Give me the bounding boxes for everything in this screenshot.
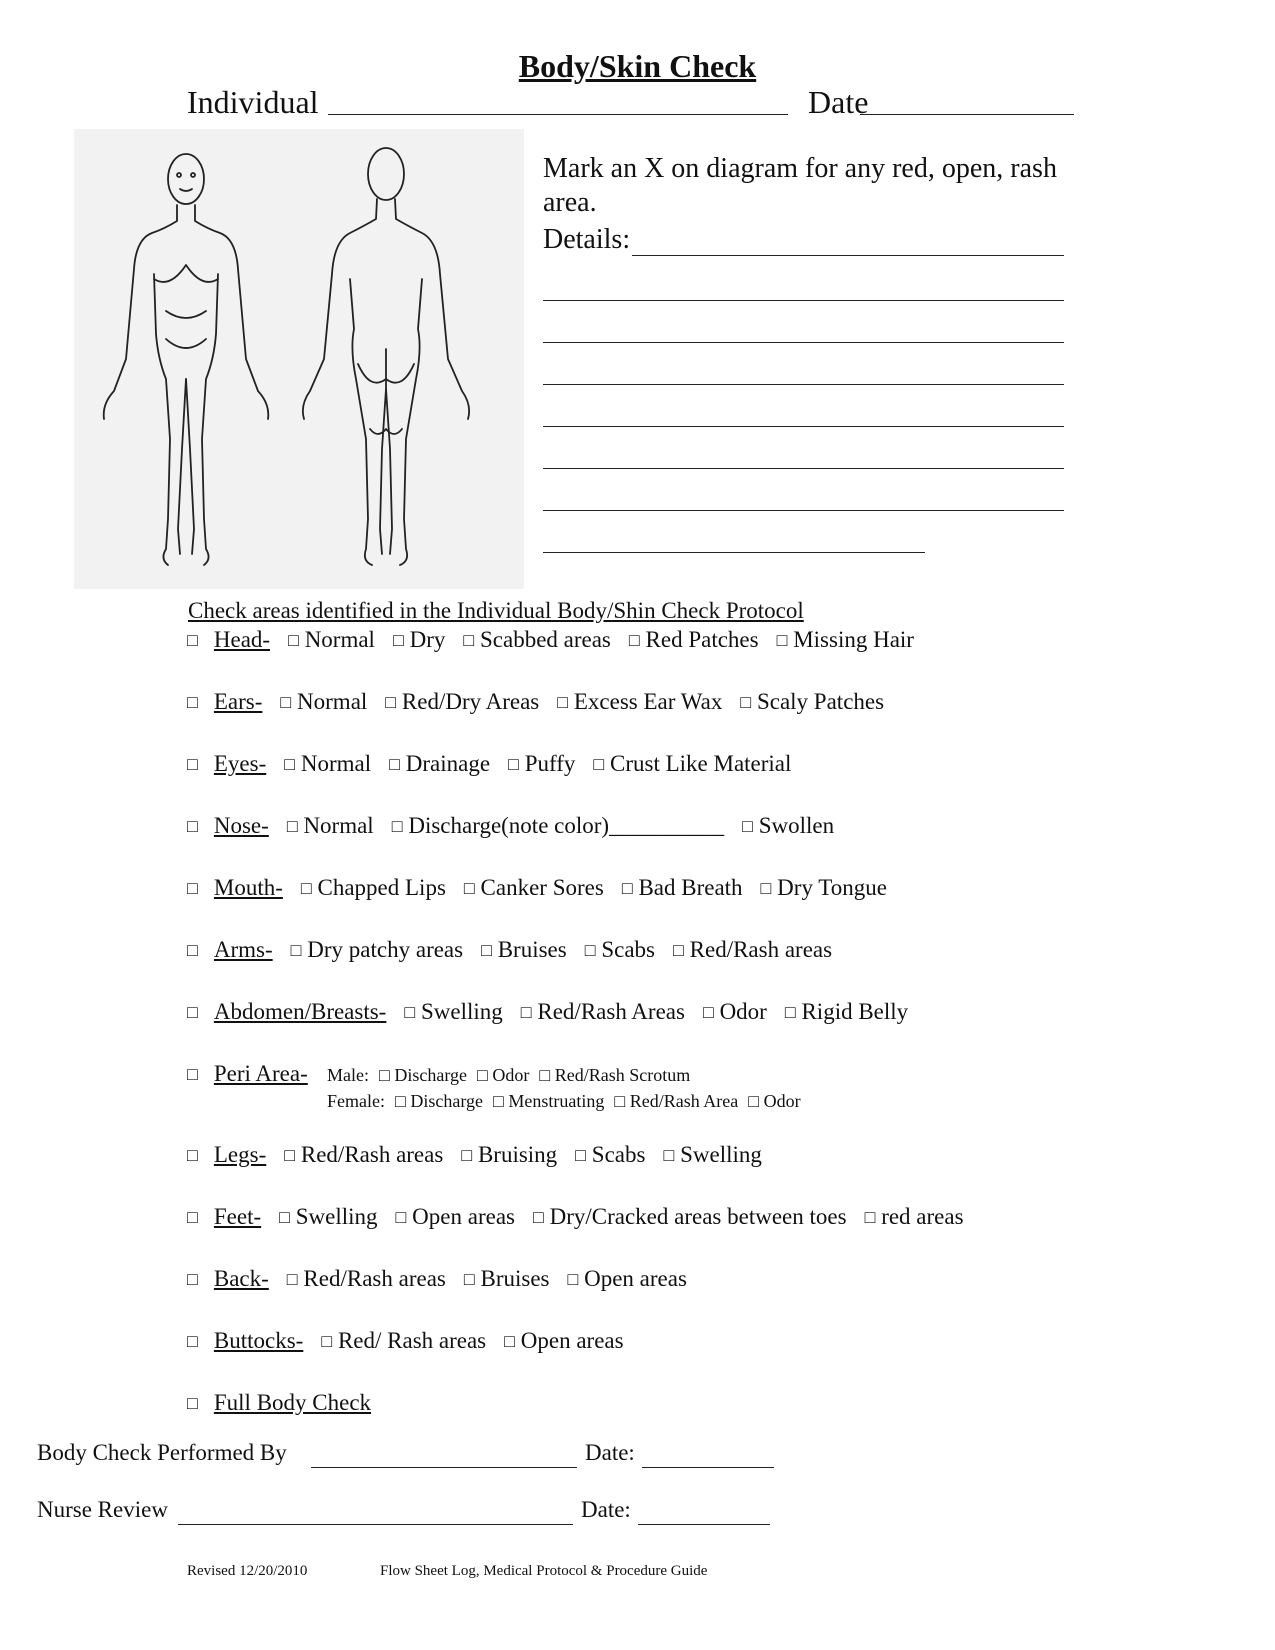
ears-option-2[interactable] (557, 689, 722, 714)
area-checkbox[interactable]: □ (187, 1064, 198, 1084)
area-row-arms (187, 937, 832, 963)
area-label: Head- (213, 627, 271, 652)
option-label: Menstruating (508, 1091, 605, 1111)
legs-option-3[interactable] (663, 1142, 761, 1167)
eyes-option-3[interactable] (593, 751, 791, 776)
peri-male-option-2[interactable] (539, 1065, 690, 1085)
area-row-ears (187, 689, 884, 715)
area-label: Full Body Check (213, 1390, 372, 1415)
checkbox[interactable]: □ (279, 1207, 291, 1227)
area-label: Peri Area- (213, 1061, 308, 1086)
area-row-periarea (187, 1061, 308, 1087)
option-label: Scabs (591, 1142, 646, 1167)
male-label: Male: (327, 1065, 369, 1085)
option-label: Discharge (410, 1091, 484, 1111)
checkbox[interactable]: □ (461, 1145, 473, 1165)
area-row-back (187, 1266, 687, 1292)
option-label: Bad Breath (638, 875, 743, 900)
nurse-review-label: Nurse Review (37, 1497, 168, 1522)
option-label: Swelling (680, 1142, 762, 1167)
performed-by-label: Body Check Performed By (37, 1440, 287, 1465)
ears-option-3[interactable] (740, 689, 884, 714)
details-line-7[interactable] (543, 510, 1064, 511)
back-body-figure (303, 148, 469, 565)
peri-male-row (327, 1065, 690, 1086)
option-label: Rigid Belly (801, 999, 909, 1024)
head-option-0[interactable] (288, 627, 375, 652)
option-label: Excess Ear Wax (573, 689, 723, 714)
peri-female-option-2[interactable] (614, 1091, 738, 1111)
checkbox[interactable]: □ (520, 1002, 532, 1022)
checkbox[interactable]: □ (557, 692, 569, 712)
checkbox[interactable]: □ (864, 1207, 876, 1227)
feet-option-3[interactable] (865, 1204, 964, 1229)
option-label: Red/Rash areas (303, 1266, 446, 1291)
option-label: Dry patchy areas (307, 937, 464, 962)
checkbox[interactable]: □ (288, 630, 299, 650)
area-label: Mouth- (213, 875, 283, 900)
area-checkbox[interactable]: □ (187, 1207, 198, 1227)
option-label: Normal (304, 627, 375, 652)
area-label: Arms- (213, 937, 273, 962)
mouth-option-0[interactable] (301, 875, 446, 900)
area-label: Nose- (213, 813, 269, 838)
legs-option-0[interactable] (284, 1142, 443, 1167)
peri-female-option-1[interactable] (493, 1091, 604, 1111)
area-row-fullbodycheck (187, 1390, 371, 1416)
option-label: Dry (409, 627, 446, 652)
option-label: Red/Dry Areas (401, 689, 540, 714)
area-row-nose (187, 813, 834, 839)
option-label: Open areas (412, 1204, 515, 1229)
buttocks-option-0[interactable] (321, 1328, 486, 1353)
details-line-1[interactable] (632, 255, 1064, 256)
performed-date-label: Date: (585, 1440, 635, 1465)
area-checkbox[interactable]: □ (187, 878, 198, 898)
option-label: red areas (881, 1204, 964, 1229)
head-option-1[interactable] (393, 627, 445, 652)
option-label: Open areas (520, 1328, 624, 1353)
eyes-option-2[interactable] (508, 751, 575, 776)
option-label: Discharge(note color)__________ (408, 813, 725, 838)
area-row-mouth (187, 875, 887, 901)
area-checkbox[interactable]: □ (187, 816, 198, 836)
performed-by-line[interactable] (311, 1467, 577, 1468)
checkbox[interactable]: □ (742, 816, 753, 836)
arms-option-1[interactable] (481, 937, 567, 962)
option-label: Normal (303, 813, 374, 838)
details-line-8[interactable] (543, 552, 925, 553)
date-field[interactable] (808, 84, 868, 121)
nose-option-0[interactable] (287, 813, 374, 838)
eyes-option-0[interactable] (284, 751, 371, 776)
head-option-3[interactable] (629, 627, 759, 652)
option-label: Red/Rash areas (689, 937, 833, 962)
individual-label: Individual (187, 84, 319, 120)
option-label: Discharge (394, 1065, 468, 1085)
back-option-0[interactable] (287, 1266, 446, 1291)
option-label: Bruises (497, 937, 567, 962)
area-row-feet (187, 1204, 964, 1230)
option-label: Scabs (601, 937, 656, 962)
option-label: Red/ Rash areas (337, 1328, 487, 1353)
female-label: Female: (327, 1091, 385, 1111)
details-line-3[interactable] (543, 342, 1064, 343)
checkbox[interactable]: □ (463, 630, 475, 650)
area-label: Feet- (213, 1204, 262, 1229)
checkbox[interactable]: □ (567, 1269, 579, 1289)
details-line-6[interactable] (543, 468, 1064, 469)
checkbox[interactable]: □ (539, 1065, 551, 1085)
page-title: Body/Skin Check (518, 48, 757, 84)
checkbox[interactable]: □ (300, 878, 312, 898)
back-option-2[interactable] (567, 1266, 686, 1291)
details-line-4[interactable] (543, 384, 1064, 385)
front-body-figure (104, 154, 269, 565)
checkbox[interactable]: □ (702, 1002, 714, 1022)
nurse-date-line[interactable] (638, 1524, 770, 1525)
checkbox[interactable]: □ (628, 630, 640, 650)
area-row-eyes (187, 751, 791, 777)
checkbox[interactable]: □ (593, 754, 605, 774)
back-option-1[interactable] (464, 1266, 550, 1291)
option-label: Red/Rash Areas (537, 999, 685, 1024)
details-line-2[interactable] (543, 300, 1064, 301)
option-label: Drainage (405, 751, 491, 776)
option-label: Odor (763, 1091, 801, 1111)
details-line-5[interactable] (543, 426, 1064, 427)
area-label: Ears- (213, 689, 263, 714)
area-label: Abdomen/Breasts- (213, 999, 387, 1024)
area-row-abdomenbreasts (187, 999, 908, 1025)
area-label: Buttocks- (213, 1328, 304, 1353)
option-label: Red Patches (645, 627, 759, 652)
option-label: Swelling (295, 1204, 378, 1229)
protocol-heading: Check areas identified in the Individual Body/Shin Check Protocol (188, 598, 804, 623)
checkbox[interactable]: □ (673, 940, 684, 960)
arms-option-2[interactable] (585, 937, 655, 962)
checkbox[interactable]: □ (740, 692, 752, 712)
legs-option-2[interactable] (575, 1142, 645, 1167)
option-label: Odor (719, 999, 767, 1024)
date-line[interactable] (860, 114, 1074, 115)
abdomenbreasts-option-0[interactable] (404, 999, 502, 1024)
option-label: Open areas (584, 1266, 687, 1291)
head-option-2[interactable] (463, 627, 611, 652)
checkbox[interactable]: □ (284, 754, 296, 774)
checkbox[interactable]: □ (321, 1331, 333, 1351)
checkbox[interactable]: □ (404, 1002, 416, 1022)
option-label: Red/Rash areas (300, 1142, 444, 1167)
abdomenbreasts-option-2[interactable] (703, 999, 767, 1024)
area-label: Eyes- (213, 751, 267, 776)
option-label: Red/Rash Area (629, 1091, 739, 1111)
peri-male-option-0[interactable] (379, 1065, 467, 1085)
checkbox[interactable]: □ (284, 1145, 296, 1165)
area-row-head (187, 627, 914, 653)
area-checkbox[interactable]: □ (187, 1002, 198, 1022)
mouth-option-3[interactable] (761, 875, 887, 900)
arms-option-0[interactable] (291, 937, 463, 962)
checkbox[interactable]: □ (280, 692, 292, 712)
checkbox[interactable]: □ (760, 878, 772, 898)
legs-option-1[interactable] (461, 1142, 557, 1167)
checkbox[interactable]: □ (508, 754, 519, 774)
date-label: Date (808, 84, 869, 120)
checkbox[interactable]: □ (748, 1091, 760, 1111)
ears-option-1[interactable] (385, 689, 539, 714)
area-checkbox[interactable]: □ (187, 1331, 198, 1351)
checkbox[interactable]: □ (477, 1065, 488, 1085)
option-label: Puffy (524, 751, 576, 776)
option-label: Scabbed areas (479, 627, 611, 652)
abdomenbreasts-option-3[interactable] (785, 999, 908, 1024)
peri-female-row (327, 1091, 801, 1112)
checkbox[interactable]: □ (532, 1207, 544, 1227)
checkbox[interactable]: □ (286, 1269, 298, 1289)
peri-female-option-0[interactable] (395, 1091, 483, 1111)
option-label: Missing Hair (793, 627, 914, 652)
option-label: Bruises (480, 1266, 550, 1291)
area-label: Back- (213, 1266, 269, 1291)
feet-option-0[interactable] (279, 1204, 377, 1229)
checkbox[interactable]: □ (463, 878, 475, 898)
checkbox[interactable]: □ (395, 1207, 407, 1227)
checkbox[interactable]: □ (575, 1145, 587, 1165)
nurse-date-label: Date: (581, 1497, 631, 1522)
area-checkbox[interactable]: □ (187, 1393, 198, 1413)
checkbox[interactable]: □ (290, 940, 302, 960)
checkbox[interactable]: □ (463, 1269, 475, 1289)
arms-option-3[interactable] (673, 937, 832, 962)
details-label: Details: (543, 224, 631, 255)
checkbox[interactable]: □ (379, 1065, 390, 1085)
checkbox[interactable]: □ (504, 1331, 516, 1351)
option-label: Normal (300, 751, 372, 776)
checkbox[interactable]: □ (392, 630, 404, 650)
area-label: Legs- (213, 1142, 267, 1167)
area-row-legs (187, 1142, 762, 1168)
body-diagram[interactable] (74, 129, 524, 589)
diagram-instruction: Mark an X on diagram for any red, open, rash area. (543, 153, 1057, 218)
option-label: Normal (297, 689, 368, 714)
area-checkbox[interactable]: □ (187, 1145, 198, 1165)
checkbox[interactable]: □ (286, 816, 298, 836)
footer-guide: Flow Sheet Log, Medical Protocol & Procedure Guide (380, 1563, 708, 1579)
option-label: Canker Sores (480, 875, 604, 900)
nose-option-1[interactable] (392, 813, 724, 838)
checkbox[interactable]: □ (481, 940, 492, 960)
area-checkbox[interactable]: □ (187, 940, 198, 960)
checkbox[interactable]: □ (389, 754, 401, 774)
checkbox[interactable]: □ (394, 1091, 406, 1111)
area-checkbox[interactable]: □ (187, 692, 198, 712)
feet-option-1[interactable] (396, 1204, 515, 1229)
option-label: Swollen (758, 813, 835, 838)
mouth-option-2[interactable] (622, 875, 743, 900)
option-label: Swelling (420, 999, 503, 1024)
area-checkbox[interactable]: □ (187, 630, 198, 650)
mouth-option-1[interactable] (464, 875, 604, 900)
option-label: Chapped Lips (317, 875, 446, 900)
area-checkbox[interactable]: □ (187, 754, 198, 774)
checkbox[interactable]: □ (614, 1091, 626, 1111)
option-label: Odor (492, 1065, 530, 1085)
head-option-4[interactable] (777, 627, 914, 652)
buttocks-option-1[interactable] (504, 1328, 623, 1353)
performed-date-line[interactable] (642, 1467, 774, 1468)
checkbox[interactable]: □ (784, 1002, 796, 1022)
ears-option-0[interactable] (280, 689, 367, 714)
checkbox[interactable]: □ (385, 692, 397, 712)
individual-line[interactable] (328, 114, 788, 115)
checkbox[interactable]: □ (663, 1145, 675, 1165)
individual-field[interactable] (187, 84, 319, 121)
peri-female-option-3[interactable] (748, 1091, 800, 1111)
checkbox[interactable]: □ (493, 1091, 504, 1111)
peri-male-option-1[interactable] (477, 1065, 529, 1085)
option-label: Bruising (477, 1142, 558, 1167)
checkbox[interactable]: □ (776, 630, 788, 650)
option-label: Scaly Patches (756, 689, 885, 714)
abdomenbreasts-option-1[interactable] (521, 999, 685, 1024)
checkbox[interactable]: □ (584, 940, 596, 960)
option-label: Red/Rash Scrotum (554, 1065, 691, 1085)
option-label: Crust Like Material (610, 751, 792, 776)
option-label: Dry/Cracked areas between toes (549, 1204, 847, 1229)
checkbox[interactable]: □ (621, 878, 633, 898)
checkbox[interactable]: □ (391, 816, 403, 836)
eyes-option-1[interactable] (389, 751, 490, 776)
footer-revised: Revised 12/20/2010 (187, 1563, 308, 1579)
nurse-review-line[interactable] (178, 1524, 573, 1525)
option-label: Dry Tongue (777, 875, 887, 900)
feet-option-2[interactable] (533, 1204, 847, 1229)
nose-option-2[interactable] (742, 813, 834, 838)
area-checkbox[interactable]: □ (187, 1269, 198, 1289)
area-row-buttocks (187, 1328, 624, 1354)
